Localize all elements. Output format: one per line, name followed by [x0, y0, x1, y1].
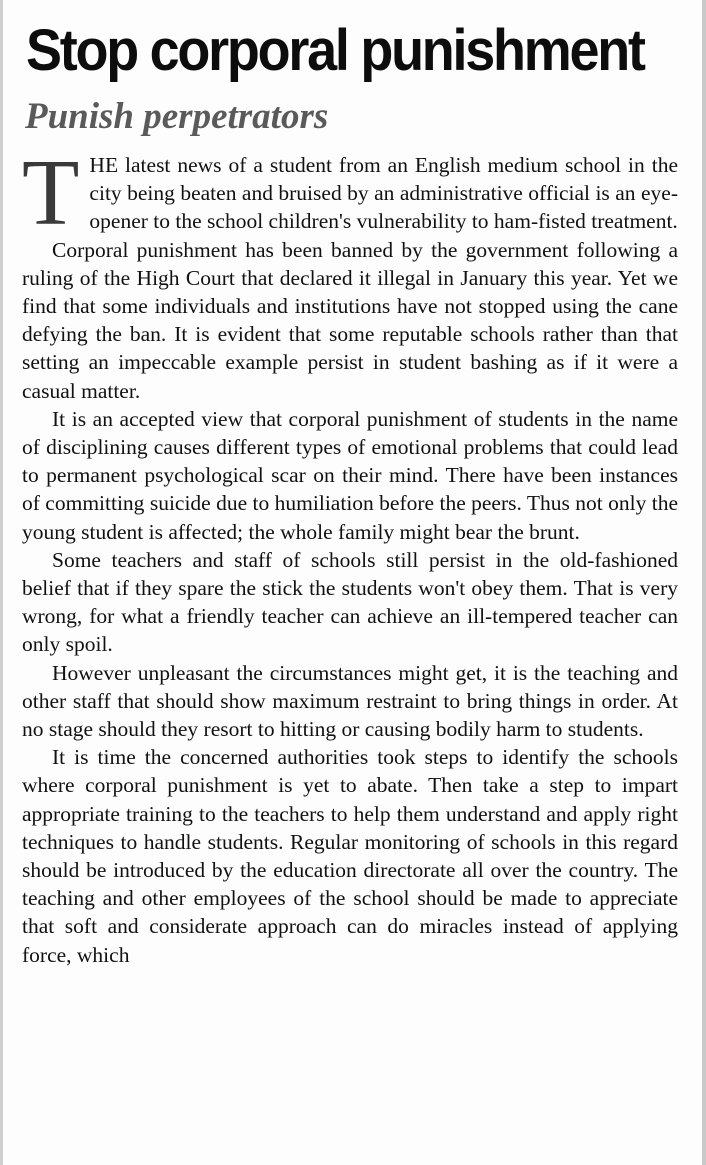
paragraph-5: However unpleasant the circumstances might get, it is the teaching and other staff that should show maximum restraint to bring things in order. At no stage should they resort to hitting or causing bodily harm to students.	[22, 660, 678, 742]
paragraph-3: It is an accepted view that corporal punishment of students in the name of disciplining causes different types of emotional problems that could lead to permanent psychological scar on their mind. There have been instances of committing suicide due to humiliation before the peers. Thus not only the young student is affected; the whole family might bear the brunt.	[22, 406, 678, 544]
subheadline: Punish perpetrators	[25, 96, 329, 137]
paragraph-2: Corporal punishment has been banned by the government following a ruling of the High Court that declared it illegal in January this year. Yet we find that some individuals and institutions have not stopped using the cane defying the ban. It is evident that some reputable schools rather than that setting an impeccable example persist in student bashing as if it were a casual matter.	[22, 237, 678, 403]
left-border	[0, 0, 3, 1165]
paragraph-1	[22, 141, 678, 245]
paragraph-6: It is time the concerned authorities took steps to identify the schools where corporal punishment is yet to abate. Then take a step to impart appropriate training to the teachers to help them understand and apply right techniques to handle students. Regular monitoring of schools in this regard should be introduced by the education directorate all over the country. The teaching and other employees of the school should be made to appreciate that soft and considerate approach can do miracles instead of applying force, which	[22, 745, 678, 967]
paragraph-4: Some teachers and staff of schools still persist in the old-fashioned belief that if they spare the stick the students won't obey them. That is very wrong, for what a friendly teacher can achieve an ill-tempered teacher can only spoil.	[22, 547, 678, 657]
right-border	[702, 0, 706, 1165]
headline: Stop corporal punishment	[26, 18, 644, 83]
paragraph-1-text: HE latest news of a student from an English medium school in the city being beaten and bruised by an administrative official is an eye-opener to the school children's vulnerability to ham-fisted treatment.	[89, 153, 678, 234]
article-body	[22, 141, 678, 969]
drop-cap: T	[22, 141, 80, 245]
